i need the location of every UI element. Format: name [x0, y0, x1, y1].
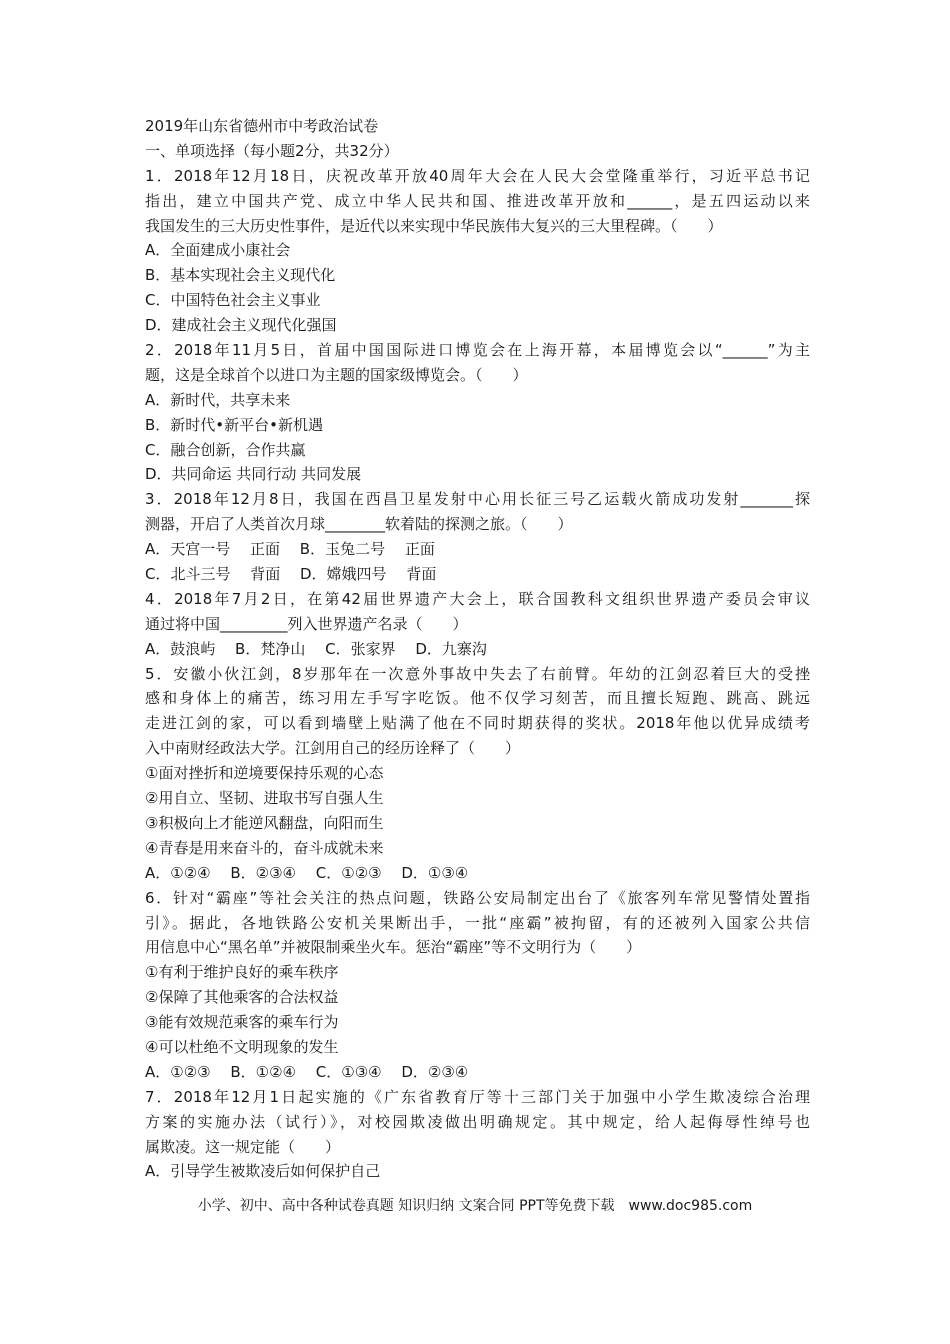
- question-stem-line: 属欺凌。这一规定能（ ）: [145, 1137, 341, 1156]
- options-row: C．北斗三号 背面 D．嫦娥四号 背面: [145, 565, 437, 584]
- question-stem-line: 引》。据此，各地铁路公安机关果断出手，一批“座霸”被拘留，有的还被列入国家公共信: [145, 913, 810, 932]
- question-stem-line: 7．2018年12月1日起实施的《广东省教育厅等十三部门关于加强中小学生欺凌综合治理: [145, 1087, 810, 1106]
- question-2: [145, 338, 810, 487]
- option-b: B．新时代•新平台•新机遇: [145, 415, 323, 434]
- question-7: [145, 1085, 810, 1185]
- question-stem-line: 2．2018年11月5日，首届中国国际进口博览会在上海开幕，本届博览会以“______”为主: [145, 341, 810, 360]
- statement-item: ②保障了其他乘客的合法权益: [145, 988, 339, 1007]
- question-stem-line: 题，这是全球首个以进口为主题的国家级博览会。（ ）: [145, 365, 528, 384]
- option-a: A．引导学生被欺凌后如何保护自己: [145, 1162, 381, 1181]
- question-3: [145, 487, 810, 587]
- question-stem-line: 走进江剑的家，可以看到墙壁上贴满了他在不同时期获得的奖状。2018年他以优异成绩考: [145, 714, 810, 733]
- question-stem-line: 我国发生的三大历史性事件，是近代以来实现中华民族伟大复兴的三大里程碑。（ ）: [145, 216, 723, 235]
- exam-title: 2019年山东省德州市中考政治试卷: [145, 117, 379, 135]
- option-c: C．中国特色社会主义事业: [145, 291, 321, 310]
- question-stem-line: 4．2018年7月2日，在第42届世界遗产大会上，联合国教科文组织世界遗产委员会审议: [145, 589, 810, 608]
- options-row: A．①②④ B．②③④ C．①②③ D．①③④: [145, 863, 469, 882]
- statement-item: ③积极向上才能逆风翻盘，向阳而生: [145, 813, 384, 832]
- options-row: A．①②③ B．①②④ C．①③④ D．②③④: [145, 1062, 469, 1081]
- statement-item: ④可以杜绝不文明现象的发生: [145, 1037, 339, 1056]
- question-6: [145, 886, 810, 1085]
- options-row: A．天宫一号 正面 B．玉兔二号 正面: [145, 540, 435, 559]
- question-stem-line: 方案的实施办法（试行）》，对校园欺凌做出明确规定。其中规定，给人起侮辱性绰号也: [145, 1112, 810, 1131]
- question-stem-line: 通过将中国_________列入世界遗产名录（ ）: [145, 614, 468, 633]
- option-d: D．共同命运 共同行动 共同发展: [145, 465, 362, 484]
- section-heading: 一、单项选择（每小题2分，共32分）: [145, 141, 399, 160]
- question-stem-line: 测器，开启了人类首次月球________软着陆的探测之旅。（ ）: [145, 515, 573, 534]
- question-stem-line: 用信息中心“黑名单”并被限制乘坐火车。惩治“霸座”等不文明行为（ ）: [145, 938, 642, 957]
- question-5: [145, 662, 810, 886]
- question-stem-line: 1．2018年12月18日，庆祝改革开放40周年大会在人民大会堂隆重举行，习近平总书记: [145, 166, 810, 185]
- question-stem-line: 3．2018年12月8日，我国在西昌卫星发射中心用长征三号乙运载火箭成功发射_______探: [145, 490, 810, 509]
- option-b: B．基本实现社会主义现代化: [145, 266, 336, 285]
- question-stem-line: 6．针对“霸座”等社会关注的热点问题，铁路公安局制定出台了《旅客列车常见警情处置指: [145, 888, 810, 907]
- statement-item: ②用自立、坚韧、进取书写自强人生: [145, 789, 384, 808]
- exam-page: [145, 114, 810, 1184]
- question-stem-line: 5．安徽小伙江剑，8岁那年在一次意外事故中失去了右前臂。年幼的江剑忍着巨大的受挫: [145, 664, 810, 683]
- question-4: [145, 587, 810, 662]
- options-row: A．鼓浪屿 B．梵净山 C．张家界 D．九寨沟: [145, 639, 487, 658]
- question-stem-line: 入中南财经政法大学。江剑用自己的经历诠释了（ ）: [145, 739, 521, 758]
- option-a: A．全面建成小康社会: [145, 241, 291, 260]
- statement-item: ①面对挫折和逆境要保持乐观的心态: [145, 764, 384, 783]
- option-d: D．建成社会主义现代化强国: [145, 316, 337, 335]
- question-stem-line: 指出，建立中国共产党、成立中华人民共和国、推进改革开放和______，是五四运动以来: [145, 191, 810, 210]
- question-1: [145, 164, 810, 338]
- statement-item: ①有利于维护良好的乘车秩序: [145, 963, 339, 982]
- statement-item: ③能有效规范乘客的乘车行为: [145, 1013, 339, 1032]
- statement-item: ④青春是用来奋斗的，奋斗成就未来: [145, 838, 384, 857]
- question-stem-line: 感和身体上的痛苦，练习用左手写字吃饭。他不仅学习刻苦，而且擅长短跑、跳高、跳远: [145, 689, 810, 708]
- option-c: C．融合创新，合作共赢: [145, 440, 306, 459]
- option-a: A．新时代，共享未来: [145, 390, 291, 409]
- page-footer: 小学、初中、高中各种试卷真题 知识归纳 文案合同 PPT等免费下载 www.doc985.com: [197, 1198, 753, 1214]
